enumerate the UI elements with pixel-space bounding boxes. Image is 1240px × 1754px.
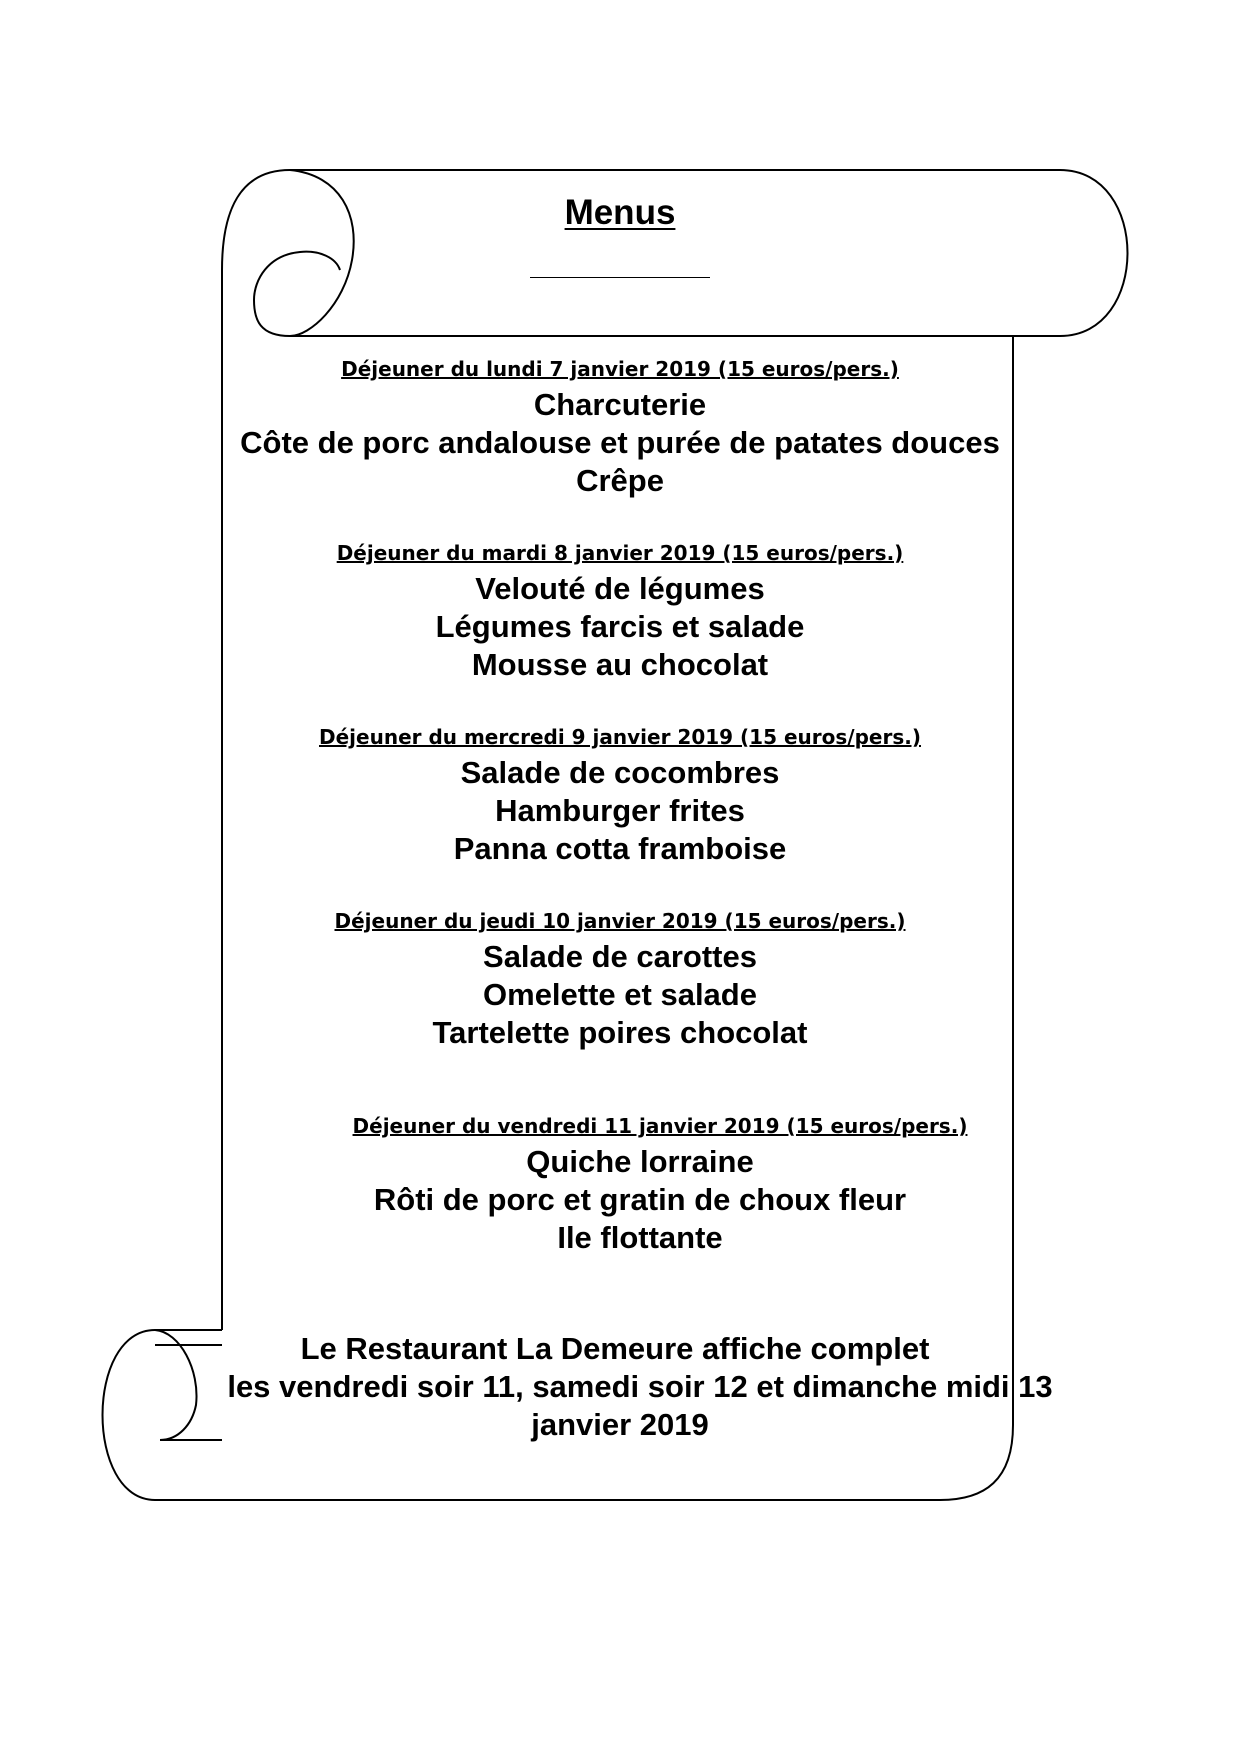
- menu-day-heading: Déjeuner du mercredi 9 janvier 2019 (15 euros/pers.): [319, 725, 921, 749]
- menu-dish: Panna cotta framboise: [453, 831, 787, 866]
- menu-dish: Rôti de porc et gratin de choux fleur: [373, 1182, 907, 1217]
- menu-day-heading: Déjeuner du lundi 7 janvier 2019 (15 euros/pers.): [341, 357, 899, 381]
- notice-line: les vendredi soir 11, samedi soir 12 et dimanche midi 13: [227, 1369, 1053, 1404]
- menu-dish: Crêpe: [576, 463, 664, 498]
- menu-day-heading: Déjeuner du vendredi 11 janvier 2019 (15 euros/pers.): [352, 1114, 968, 1138]
- menu-dish: Hamburger frites: [495, 793, 745, 828]
- menu-dish: Salade de carottes: [483, 939, 757, 974]
- title-divider: [530, 277, 710, 278]
- menu-dish: Tartelette poires chocolat: [432, 1015, 808, 1050]
- menu-dish: Omelette et salade: [483, 977, 757, 1012]
- menu-section-monday: [0, 356, 1240, 500]
- menu-day-heading: Déjeuner du mardi 8 janvier 2019 (15 euros/pers.): [336, 541, 904, 565]
- page-title: Menus: [564, 193, 676, 232]
- menu-section-wednesday: [0, 724, 1240, 868]
- menu-dish: Quiche lorraine: [526, 1144, 754, 1179]
- menu-section-friday: [40, 1113, 1240, 1257]
- notice-line: janvier 2019: [531, 1407, 709, 1442]
- menu-dish: Velouté de légumes: [475, 571, 765, 606]
- notice-line: Le Restaurant La Demeure affiche complet: [300, 1331, 930, 1366]
- menu-dish: Charcuterie: [533, 387, 707, 422]
- menu-dish: Salade de cocombres: [460, 755, 780, 790]
- menu-section-thursday: [0, 908, 1240, 1052]
- menu-section-tuesday: [0, 540, 1240, 684]
- menu-dish: Ile flottante: [557, 1220, 723, 1255]
- menu-dish: Mousse au chocolat: [471, 647, 769, 682]
- menu-dish: Côte de porc andalouse et purée de patates douces: [240, 425, 1000, 460]
- menu-dish: Légumes farcis et salade: [435, 609, 805, 644]
- menu-day-heading: Déjeuner du jeudi 10 janvier 2019 (15 euros/pers.): [334, 909, 906, 933]
- availability-notice: [0, 1330, 1240, 1444]
